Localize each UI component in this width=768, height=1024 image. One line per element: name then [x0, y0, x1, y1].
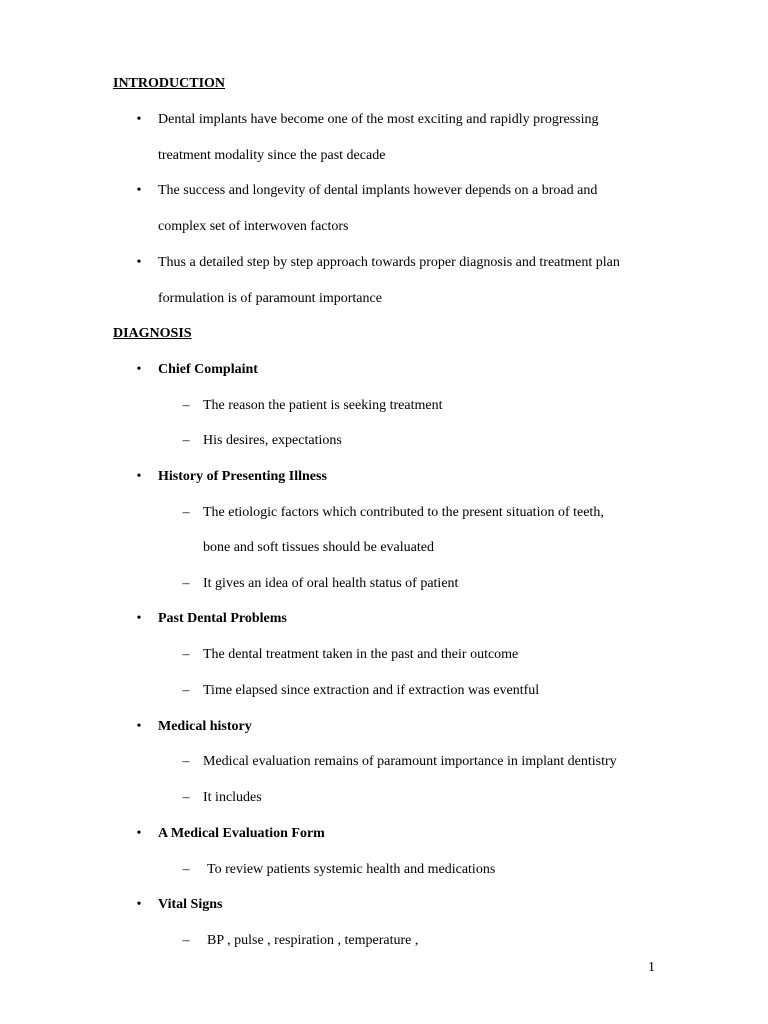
dash-glyph: – [182, 754, 190, 769]
dash-glyph: – [182, 790, 190, 805]
intro-bullet-3-line-1: Thus a detailed step by step approach towards proper diagnosis and treatment plan [158, 255, 620, 270]
past-dental-item-1: The dental treatment taken in the past and their outcome [203, 647, 519, 662]
diagnosis-heading: DIAGNOSIS [113, 326, 192, 341]
bullet-glyph: • [136, 826, 142, 841]
vital-signs-item-1: BP , pulse , respiration , temperature , [207, 933, 419, 948]
bullet-glyph: • [136, 719, 142, 734]
history-item-2: It gives an idea of oral health status of patient [203, 576, 459, 591]
dash-glyph: – [182, 576, 190, 591]
bullet-glyph: • [136, 469, 142, 484]
intro-bullet-3-line-2: formulation is of paramount importance [158, 291, 382, 306]
chief-complaint-item-1: The reason the patient is seeking treatment [203, 398, 443, 413]
intro-bullet-2-line-1: The success and longevity of dental implants however depends on a broad and [158, 183, 598, 198]
dash-glyph: – [182, 505, 190, 520]
dash-glyph: – [182, 862, 190, 877]
section-title-history-presenting-illness: History of Presenting Illness [158, 469, 327, 484]
dash-glyph: – [182, 683, 190, 698]
section-title-vital-signs: Vital Signs [158, 897, 223, 912]
section-title-medical-evaluation-form: A Medical Evaluation Form [158, 826, 325, 841]
page-number: 1 [648, 960, 655, 975]
bullet-glyph: • [136, 611, 142, 626]
intro-bullet-1-line-2: treatment modality since the past decade [158, 148, 386, 163]
past-dental-item-2: Time elapsed since extraction and if extraction was eventful [203, 683, 540, 698]
medical-evaluation-item-1: To review patients systemic health and medications [207, 862, 496, 877]
section-title-chief-complaint: Chief Complaint [158, 362, 258, 377]
dash-glyph: – [182, 433, 190, 448]
chief-complaint-item-2: His desires, expectations [203, 433, 342, 448]
history-item-1-line-2: bone and soft tissues should be evaluated [203, 540, 434, 555]
intro-bullet-1-line-1: Dental implants have become one of the most exciting and rapidly progressing [158, 112, 599, 127]
history-item-1-line-1: The etiologic factors which contributed to the present situation of teeth, [203, 505, 604, 520]
dash-glyph: – [182, 647, 190, 662]
bullet-glyph: • [136, 183, 142, 198]
medical-history-item-2: It includes [203, 790, 262, 805]
bullet-glyph: • [136, 255, 142, 270]
bullet-glyph: • [136, 362, 142, 377]
dash-glyph: – [182, 398, 190, 413]
section-title-medical-history: Medical history [158, 719, 252, 734]
dash-glyph: – [182, 933, 190, 948]
intro-bullet-2-line-2: complex set of interwoven factors [158, 219, 349, 234]
bullet-glyph: • [136, 112, 142, 127]
bullet-glyph: • [136, 897, 142, 912]
introduction-heading: INTRODUCTION [113, 76, 226, 91]
section-title-past-dental-problems: Past Dental Problems [158, 611, 287, 626]
medical-history-item-1: Medical evaluation remains of paramount importance in implant dentistry [203, 754, 617, 769]
